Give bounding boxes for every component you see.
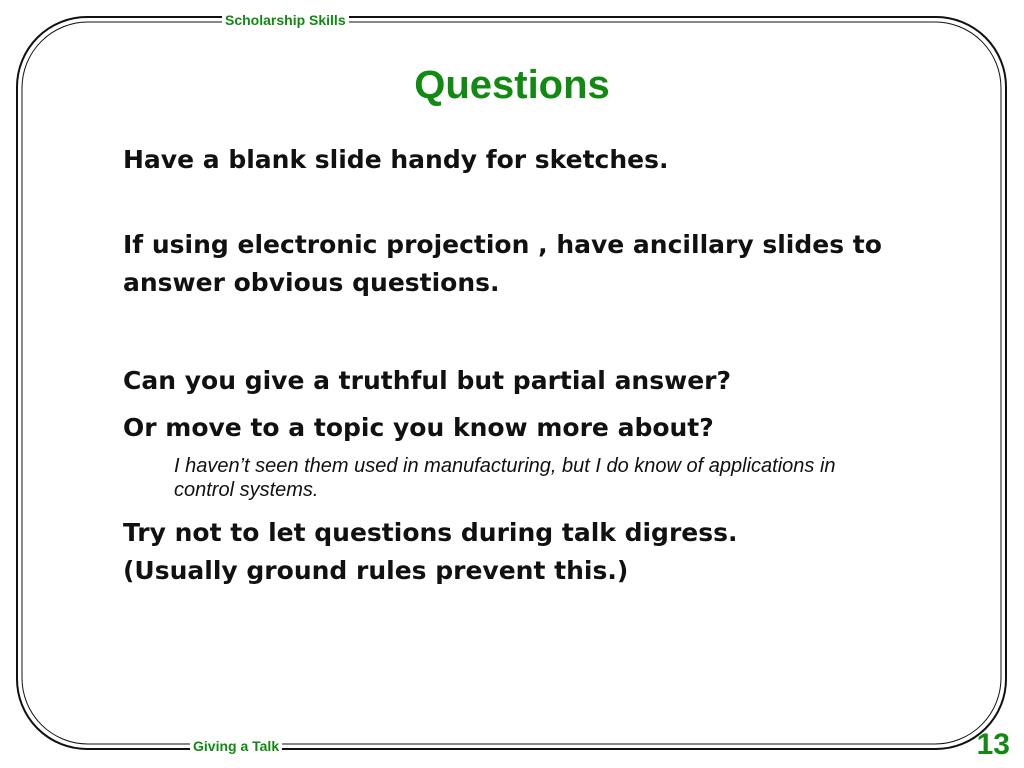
point-1: Have a blank slide handy for sketches. — [123, 145, 669, 174]
sub-point: I haven’t seen them used in manufacturing, but I do know of applications in control systems. — [174, 455, 836, 501]
point-2: If using electronic projection , have ancillary slides to answer obvious questions. — [123, 230, 882, 297]
point-3: Can you give a truthful but partial answer? — [123, 366, 731, 395]
point-5: Try not to let questions during talk digress. (Usually ground rules prevent this.) — [123, 518, 738, 585]
slide-title: Questions — [414, 63, 610, 107]
point-4: Or move to a topic you know more about? — [123, 413, 714, 442]
header-label: Scholarship Skills — [222, 11, 349, 29]
footer-label: Giving a Talk — [190, 737, 282, 755]
page-number: 13 — [976, 728, 1010, 761]
